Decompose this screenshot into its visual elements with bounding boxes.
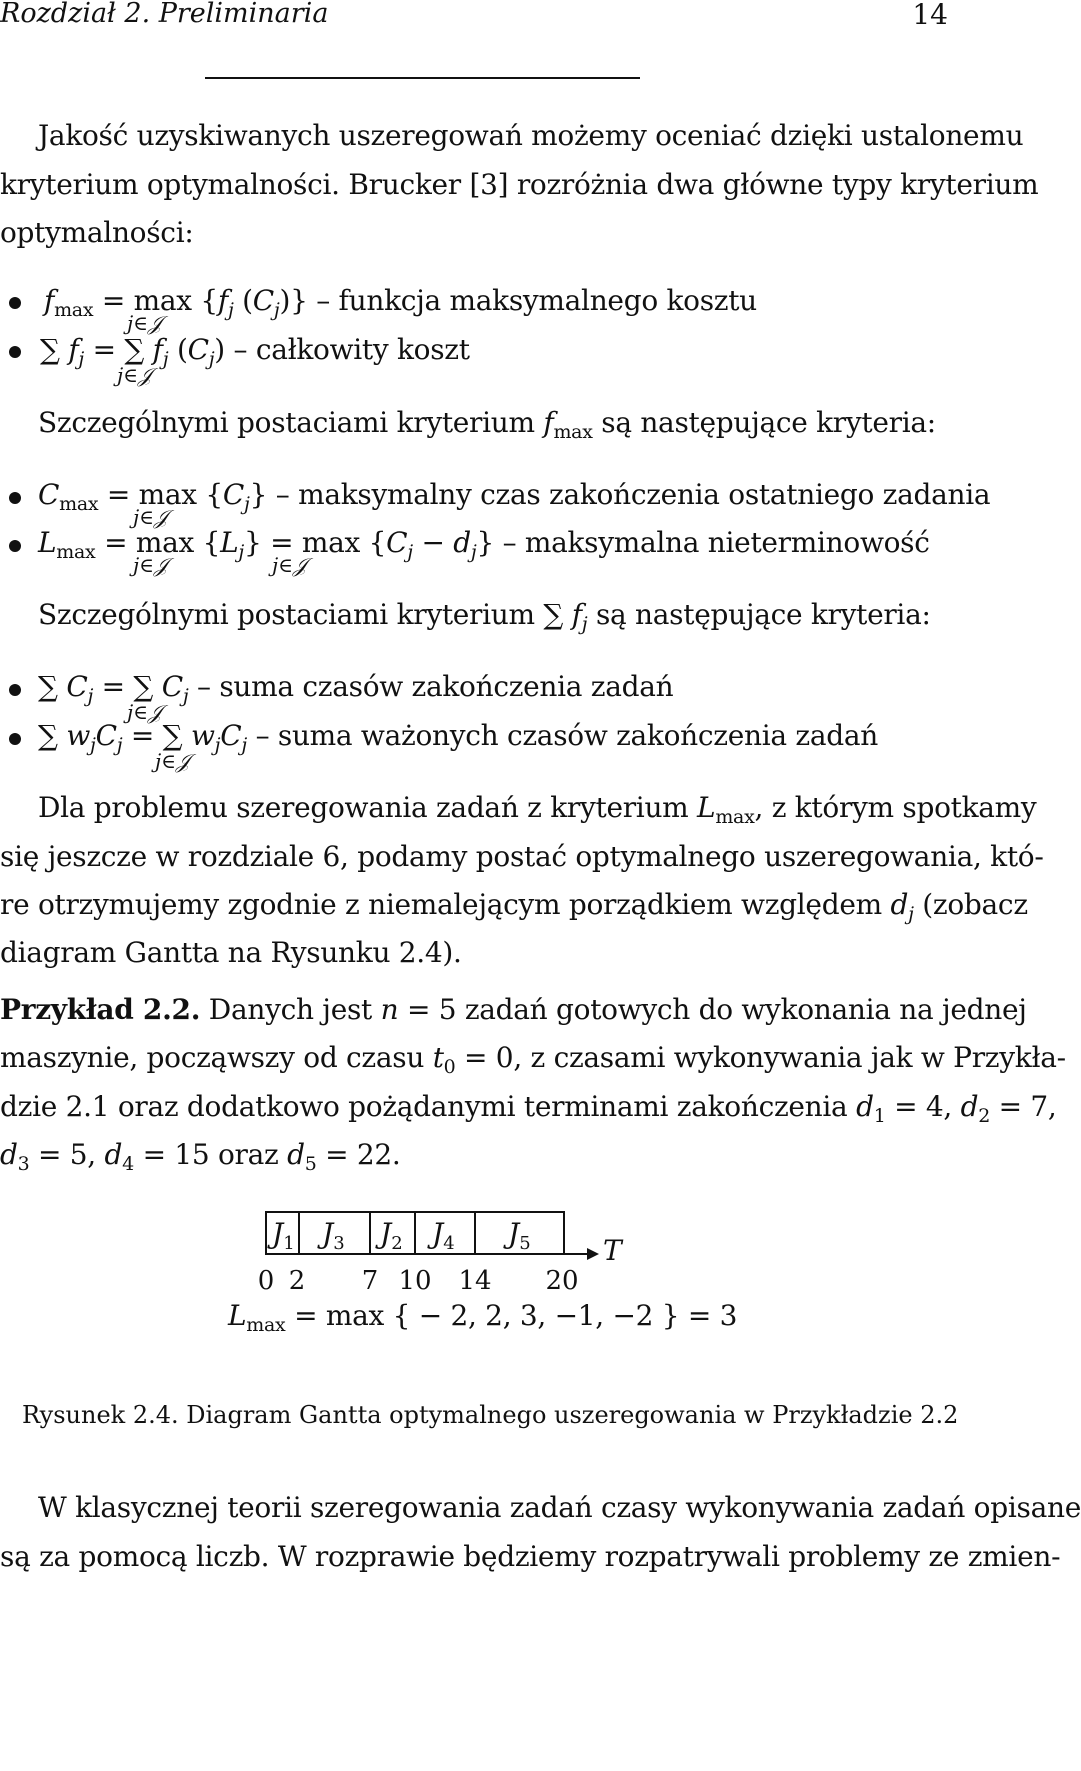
- example-line-1: Przykład 2.2. Danych jest n = 5 zadań gotowych do wykonania na jednej: [0, 993, 1027, 1026]
- fmax-desc: – funkcja maksymalnego kosztu: [316, 284, 757, 317]
- closing-line-2: są za pomocą liczb. W rozprawie będziemy rozpatrywali problemy ze zmien-: [0, 1540, 1061, 1573]
- gantt-tick: 10: [398, 1266, 432, 1296]
- lmax-values: − 2, 2, 3, −1, −2: [418, 1299, 654, 1332]
- intro-line-2: kryterium optymalności. Brucker [3] rozróżnia dwa główne typy kryterium: [0, 168, 1039, 201]
- example-line-3: dzie 2.1 oraz dodatkowo pożądanymi terminami zakończenia $d_1 = 4$, $d_2 = 7$,: [0, 1090, 1057, 1127]
- bullet: [9, 540, 21, 552]
- lmax-result-value: = 3: [687, 1299, 738, 1332]
- sum-wjcj-desc: – suma ważonych czasów zakończenia zadań: [255, 719, 878, 752]
- sum-intro-end: są następujące kryteria:: [595, 598, 931, 631]
- para-lmax-line-3: re otrzymujemy zgodnie z niemalejącym porządkiem względem $d_j$ (zobacz: [0, 888, 1028, 925]
- sum-wjcj-formula: ∑ $w_jC_j$ = ∑ $w_jC_j$ – suma ważonych czasów zakończenia zadań: [38, 719, 878, 756]
- fmax-intro-text: Szczególnymi postaciami kryterium: [38, 406, 535, 439]
- gantt-job-label: $J_1$: [272, 1217, 295, 1254]
- sum-cj-formula: ∑ $C_j$ = ∑ $C_j$ – suma czasów zakończenia zadań: [38, 670, 674, 707]
- sum-cj-desc: – suma czasów zakończenia zadań: [197, 670, 674, 703]
- example-text: Danych jest: [208, 993, 372, 1026]
- gantt-tick: 7: [361, 1266, 379, 1296]
- para-lmax-text: re otrzymujemy zgodnie z niemalejącym porządkiem względem: [0, 888, 882, 921]
- bullet: [9, 297, 21, 309]
- index-set: j∈𝒥: [117, 363, 152, 387]
- gantt-job-label: $J_2$: [380, 1217, 403, 1254]
- example-text: = 0, z czasami wykonywania jak w Przykła-: [464, 1041, 1066, 1074]
- index-set: j∈𝒥: [272, 553, 307, 577]
- chapter-header: Rozdział 2. Preliminaria: [0, 0, 329, 29]
- sum-intro-text: Szczególnymi postaciami kryterium: [38, 598, 535, 631]
- lmax-result: $L_{max} = \max$ { − 2, 2, 3, −1, −2 } = 3: [228, 1299, 738, 1336]
- example-text: maszynie, począwszy od czasu: [0, 1041, 425, 1074]
- example-text: = 4,: [894, 1090, 952, 1123]
- lmax-desc: – maksymalna nieterminowość: [502, 526, 930, 559]
- example-line-2: maszynie, począwszy od czasu $t_0 = 0$, z czasami wykonywania jak w Przykła-: [0, 1041, 1066, 1078]
- sum-intro: Szczególnymi postaciami kryterium ∑ $f_j$ są następujące kryteria:: [38, 598, 931, 635]
- para-lmax-text: (zobacz: [922, 888, 1028, 921]
- para-lmax-line-2: się jeszcze w rozdziale 6, podamy postać optymalnego uszeregowania, któ-: [0, 840, 1044, 873]
- gantt-tick: 20: [545, 1266, 579, 1296]
- fmax-intro: Szczególnymi postaciami kryterium $f_{max}$ są następujące kryteria:: [38, 406, 936, 443]
- example-text: = 5 zadań gotowych do wykonania na jednej: [406, 993, 1027, 1026]
- lmax-formula: $L_{max} = \max \{L_j\} = \max \{C_j - d_j\}$ – maksymalna nieterminowość: [38, 526, 930, 563]
- axis-arrow-icon: [587, 1248, 599, 1260]
- para-lmax-text: Dla problemu szeregowania zadań z kryterium: [38, 791, 689, 824]
- example-text: = 7,: [998, 1090, 1057, 1123]
- intro-line-3: optymalności:: [0, 216, 194, 249]
- cmax-desc: – maksymalny czas zakończenia ostatniego zadania: [275, 478, 991, 511]
- bullet: [9, 492, 21, 504]
- gantt-job-label: $J_3$: [322, 1217, 345, 1254]
- page-number: 14: [912, 0, 948, 31]
- bullet: [9, 346, 21, 358]
- gantt-tick: 14: [458, 1266, 492, 1296]
- gantt-tick: 0: [257, 1266, 275, 1296]
- example-text: dzie 2.1 oraz dodatkowo pożądanymi terminami zakończenia: [0, 1090, 848, 1123]
- para-lmax-line-4: diagram Gantta na Rysunku 2.4).: [0, 936, 462, 969]
- index-set: j∈𝒥: [133, 505, 168, 529]
- example-text: = 22.: [325, 1138, 401, 1171]
- example-label: Przykład 2.2.: [0, 993, 201, 1026]
- gantt-job-label: $J_4$: [432, 1217, 455, 1254]
- gantt-axis-label: T: [603, 1234, 622, 1267]
- lmax-eq: = max: [294, 1299, 384, 1332]
- sum-fj-desc: – całkowity koszt: [233, 333, 470, 366]
- figure-caption: Rysunek 2.4. Diagram Gantta optymalnego uszeregowania w Przykładzie 2.2: [22, 1401, 959, 1429]
- index-set: j∈𝒥: [133, 553, 168, 577]
- index-set: j∈𝒥: [155, 749, 190, 773]
- index-set: j∈𝒥: [127, 700, 162, 724]
- fmax-intro-end: są następujące kryteria:: [601, 406, 936, 439]
- sum-fj-formula: ∑ $f_j$ = ∑ $f_j$ $(C_j)$ – całkowity koszt: [40, 333, 470, 370]
- example-text: = 5,: [38, 1138, 96, 1171]
- closing-line-1: W klasycznej teorii szeregowania zadań czasy wykonywania zadań opisane: [38, 1491, 1081, 1524]
- header-rule: [205, 77, 640, 79]
- gantt-job-label: $J_5$: [508, 1217, 531, 1254]
- para-lmax-text: , z którym spotkamy: [754, 791, 1037, 824]
- index-set: j∈𝒥: [127, 311, 162, 335]
- bullet: [9, 684, 21, 696]
- example-text: = 15 oraz: [142, 1138, 279, 1171]
- example-line-4: $d_3 = 5$, $d_4 = 15$ oraz $d_5 = 22$.: [0, 1138, 401, 1175]
- gantt-tick: 2: [288, 1266, 306, 1296]
- cmax-formula: $C_{max} = \max \{C_j\}$ – maksymalny czas zakończenia ostatniego zadania: [38, 478, 991, 515]
- bullet: [9, 733, 21, 745]
- intro-line-1: Jakość uzyskiwanych uszeregowań możemy oceniać dzięki ustalonemu: [38, 119, 1024, 152]
- para-lmax-line-1: Dla problemu szeregowania zadań z kryterium $L_{max}$, z którym spotkamy: [38, 791, 1037, 828]
- fmax-formula: $f_{max} = \max \{f_j$ $(C_j)$} – funkcja maksymalnego kosztu: [44, 284, 757, 321]
